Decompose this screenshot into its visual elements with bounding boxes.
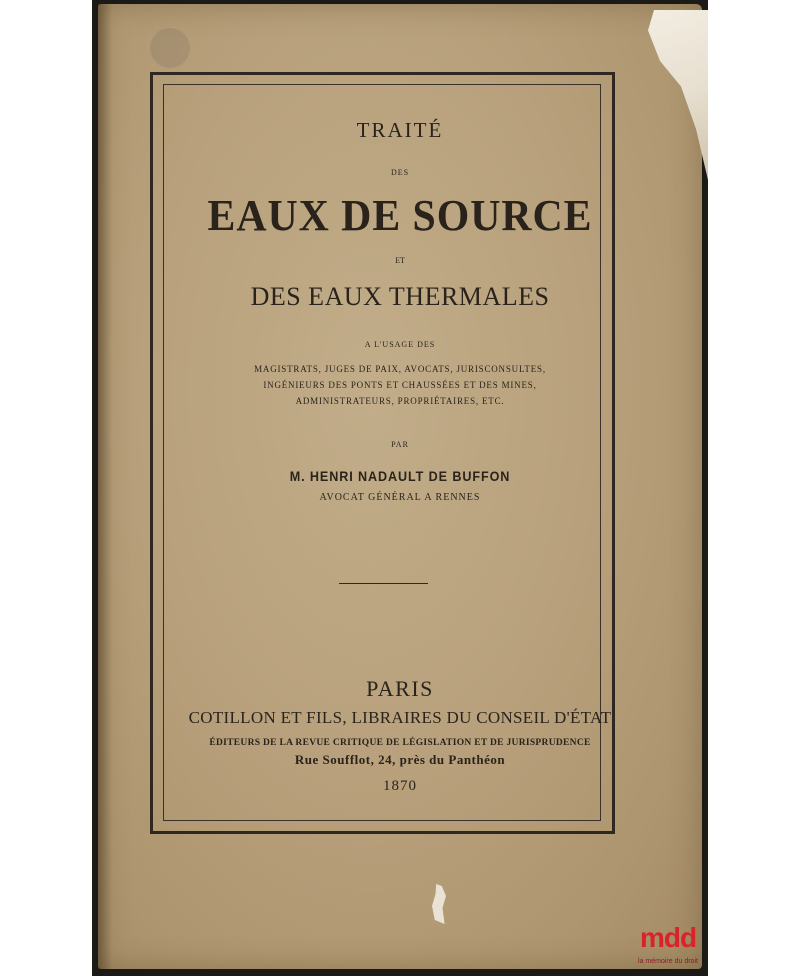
logo-tagline: la mémoire du droit xyxy=(638,958,698,965)
divider-rule xyxy=(339,583,428,584)
publication-city: PARIS xyxy=(366,676,434,701)
author-role: AVOCAT GÉNÉRAL A RENNES xyxy=(319,492,481,503)
spine-shadow xyxy=(98,4,112,969)
publication-year: 1870 xyxy=(383,778,417,794)
audience-line-2: INGÉNIEURS DES PONTS ET CHAUSSÉES ET DES MINES, xyxy=(263,380,537,390)
publisher-address: Rue Soufflot, 24, près du Panthéon xyxy=(294,752,506,767)
subtitle: DES EAUX THERMALES xyxy=(250,282,550,311)
author-name: M. HENRI NADAULT DE BUFFON xyxy=(289,468,511,484)
par-label: PAR xyxy=(391,440,409,449)
logo-mark: mdd xyxy=(639,922,697,953)
title-des: DES xyxy=(390,168,410,177)
main-title: EAUX DE SOURCE xyxy=(207,191,593,240)
paper-stain xyxy=(150,28,190,68)
audience-line-3: ADMINISTRATEURS, PROPRIÉTAIRES, ETC. xyxy=(295,396,505,406)
audience-line-1: MAGISTRATS, JUGES DE PAIX, AVOCATS, JURISCONSULTES, xyxy=(254,364,546,374)
title-traite: TRAITÉ xyxy=(356,118,444,142)
mdd-logo xyxy=(628,922,708,972)
usage-line: A L'USAGE DES xyxy=(364,340,436,349)
publisher: COTILLON ET FILS, LIBRAIRES DU CONSEIL D'ÉTAT xyxy=(188,708,612,727)
title-et: ET xyxy=(395,256,405,265)
editors-line: ÉDITEURS DE LA REVUE CRITIQUE DE LÉGISLATION ET DE JURISPRUDENCE xyxy=(209,738,591,748)
